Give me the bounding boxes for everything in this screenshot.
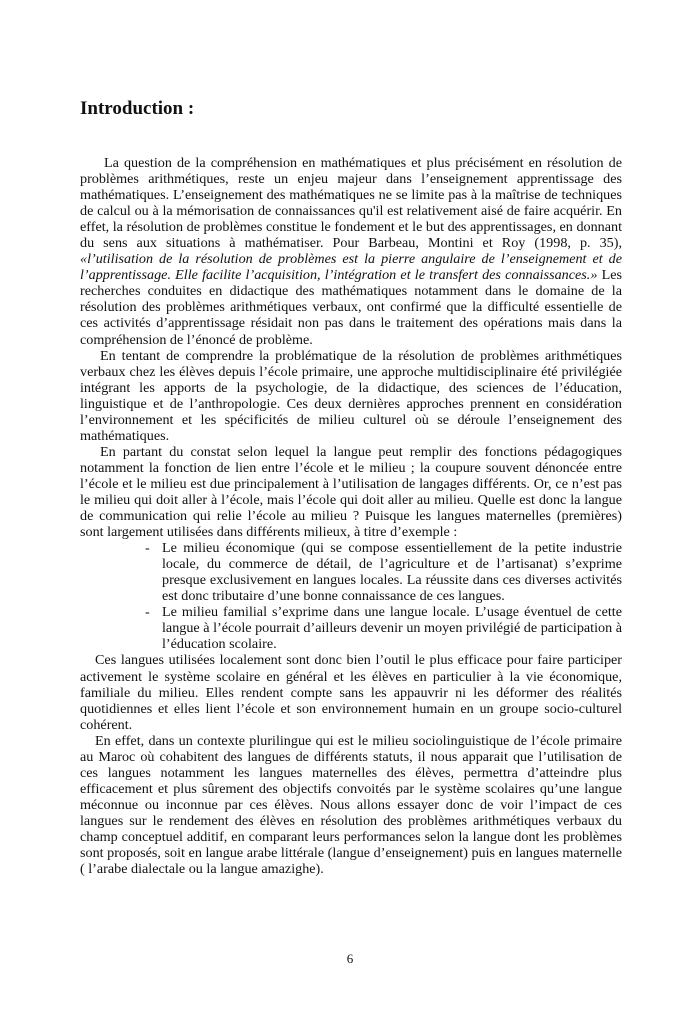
list-item <box>145 540 622 605</box>
dash-bullet: - <box>145 540 150 557</box>
paragraph-intro <box>80 155 622 348</box>
body-text <box>80 155 622 877</box>
paragraph-local-languages: Ces langues utilisées localement sont donc bien l’outil le plus efficace pour faire participer activement le système scolaire en général et les élèves en particulier à la vie économique, familiale du milieu. Elles rendent compte sans les appauvrir ni les déformer des réalités quotidiennes et elles lient l’école et son environnement humain en un groupe socio-culturel cohérent. <box>80 652 622 733</box>
paragraph-morocco: En effet, dans un contexte plurilingue qui est le milieu sociolinguistique de l’école primaire au Maroc où cohabitent des langues de différents statuts, il nous apparait que l’utilisation de ces langues notamment les langues maternelles des élèves, permettra d’atteindre plus efficacement et plus sûrement des objectifs convoités par le système scolaires qu’une langue méconnue ou inconnue par ces élèves. Nous allons essayer donc de voir l’impact de ces langues sur le rendement des élèves en résolution des problèmes arithmétiques verbaux du champ conceptuel additif, en comparant leurs performances selon la langue dont les problèmes sont proposés, soit en langue arabe littérale (langue d’enseignement) puis en langues maternelle ( l’arabe dialectale ou la langue amazighe). <box>80 732 622 878</box>
section-heading: Introduction : <box>80 98 195 119</box>
paragraph-intro-text-a: La question de la compréhension en mathématiques et plus précisément en résolution de problèmes arithmétiques, reste un enjeu majeur dans l’enseignement apprentissage des mathématiques. L’enseignement des mathématiques ne se limite pas à la maîtrise de techniques de calcul ou à la mémorisation de connaissances qu'il est relativement aisé de faire acquérir. En effet, la résolution de problèmes constitue le fondement et le but des apprentissages, en donnant du sens aux situations à mathématiser. Pour Barbeau, Montini et Roy (1998, p. 35), <box>80 155 622 252</box>
list-item-text: Le milieu économique (qui se compose essentiellement de la petite industrie locale, du commerce de détail, de l’agriculture et de l’artisanat) s’exprime presque exclusivement en langues locales. La réussite dans ces diverses activités est donc tributaire d’une bonne connaissance de ces langues. <box>162 540 622 605</box>
quote-barbeau: «l’utilisation de la résolution de problèmes est la pierre angulaire de l’enseignement et de l’apprentissage. Elle facilite l’acquisition, l’intégration et le transfert des connaissances.» <box>80 251 622 284</box>
paragraph-language: En partant du constat selon lequel la langue peut remplir des fonctions pédagogiques notamment la fonction de lien entre l’école et le milieu ; la coupure souvent dénoncée entre l’école et le milieu est due principalement à l’utilisation de langages différents. Or, ce n’est pas le milieu qui doit aller à l’école, mais l’école qui doit aller au milieu. Quelle est donc la langue de communication qui relie l’école au milieu ? Puisque les langues maternelles (premières) sont largement utilisées dans différents milieux, à titre d’exemple : <box>80 443 622 541</box>
paragraph-approach: En tentant de comprendre la problématique de la résolution de problèmes arithmétiques verbaux chez les élèves depuis l’école primaire, une approche multidisciplinaire été privilégiée intégrant les apports de la psychologie, de la didactique, des sciences de l’éducation, linguistique et de l’anthropologie. Ces deux dernières approches prennent en considération l’environnement et les spécificités de milieu culturel où se déroule l’enseignement des mathématiques. <box>80 347 622 444</box>
dash-bullet: - <box>145 604 150 621</box>
paragraph-intro-text-b: Les recherches conduites en didactique des mathématiques notamment dans le domaine de la résolution des problèmes arithmétiques verbaux, ont confirmé que la difficulté essentielle de ces activités d’apprentissage résidait non pas dans le traitement des opérations mais dans la compréhension de l’énoncé de problème. <box>80 267 622 348</box>
example-list <box>80 540 622 652</box>
list-item-text: Le milieu familial s’exprime dans une langue locale. L’usage éventuel de cette langue à l’école pourrait d’ailleurs devenir un moyen privilégié de participation à l’éducation scolaire. <box>162 604 622 653</box>
page-number: 6 <box>346 951 354 966</box>
list-item <box>145 604 622 653</box>
